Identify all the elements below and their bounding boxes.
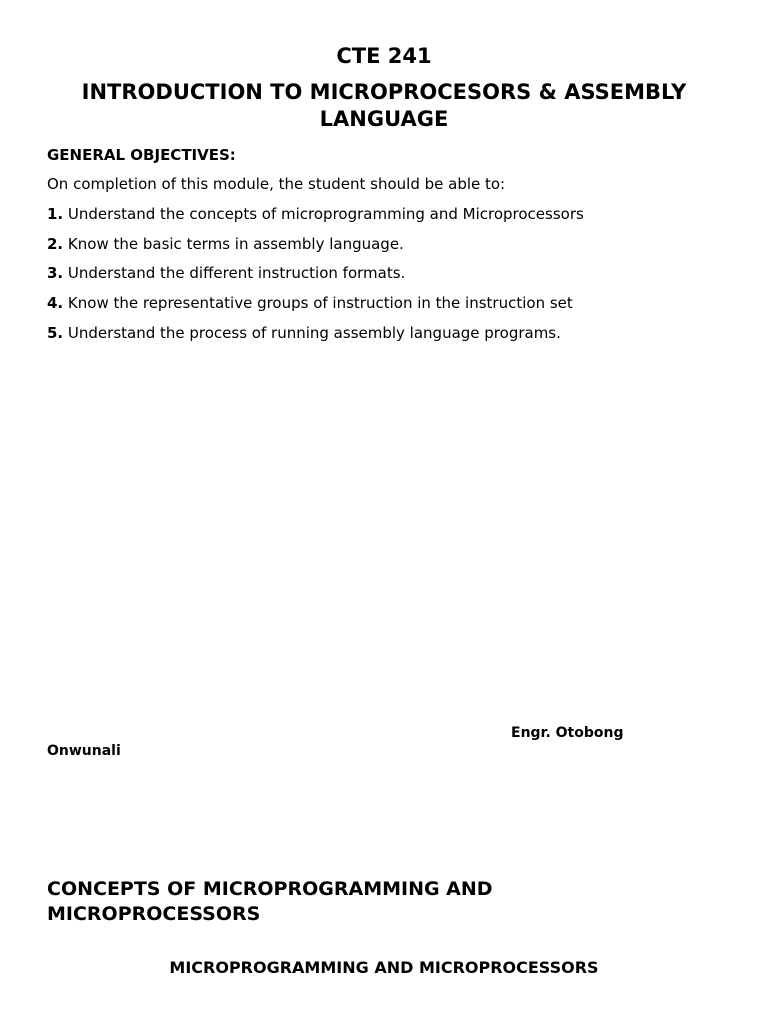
objective-text: Understand the different instruction formats. [67, 264, 406, 283]
objective-item [47, 204, 584, 234]
course-code: CTE 241 [336, 44, 432, 68]
section-heading: CONCEPTS OF MICROPROGRAMMING AND MICROPROCESSORS [47, 878, 493, 925]
subsection-heading: MICROPROGRAMMING AND MICROPROCESSORS [169, 958, 599, 977]
objective-text: Understand the process of running assembly language programs. [67, 323, 561, 342]
objective-text: Know the representative groups of instruction in the instruction set [67, 294, 573, 313]
objective-item [47, 293, 584, 323]
objective-number: 2. [47, 234, 64, 253]
author-name-line-1: Engr. Otobong [511, 725, 624, 741]
objective-number: 3. [47, 264, 64, 283]
objectives-intro: On completion of this module, the student should be able to: [47, 175, 506, 193]
objective-text: Know the basic terms in assembly language. [67, 234, 404, 253]
objective-item [47, 263, 584, 293]
objective-item [47, 234, 584, 264]
objectives-list [47, 204, 584, 352]
objective-item [47, 323, 584, 353]
objective-number: 1. [47, 205, 64, 223]
objective-number: 5. [47, 323, 64, 342]
objective-number: 4. [47, 294, 64, 313]
objective-text: Understand the concepts of microprogramming and Microprocessors [67, 205, 584, 223]
course-title: INTRODUCTION TO MICROPROCESORS & ASSEMBLY LANGUAGE [81, 80, 687, 131]
author-name-line-2: Onwunali [47, 743, 121, 759]
objectives-heading: GENERAL OBJECTIVES: [47, 146, 236, 164]
